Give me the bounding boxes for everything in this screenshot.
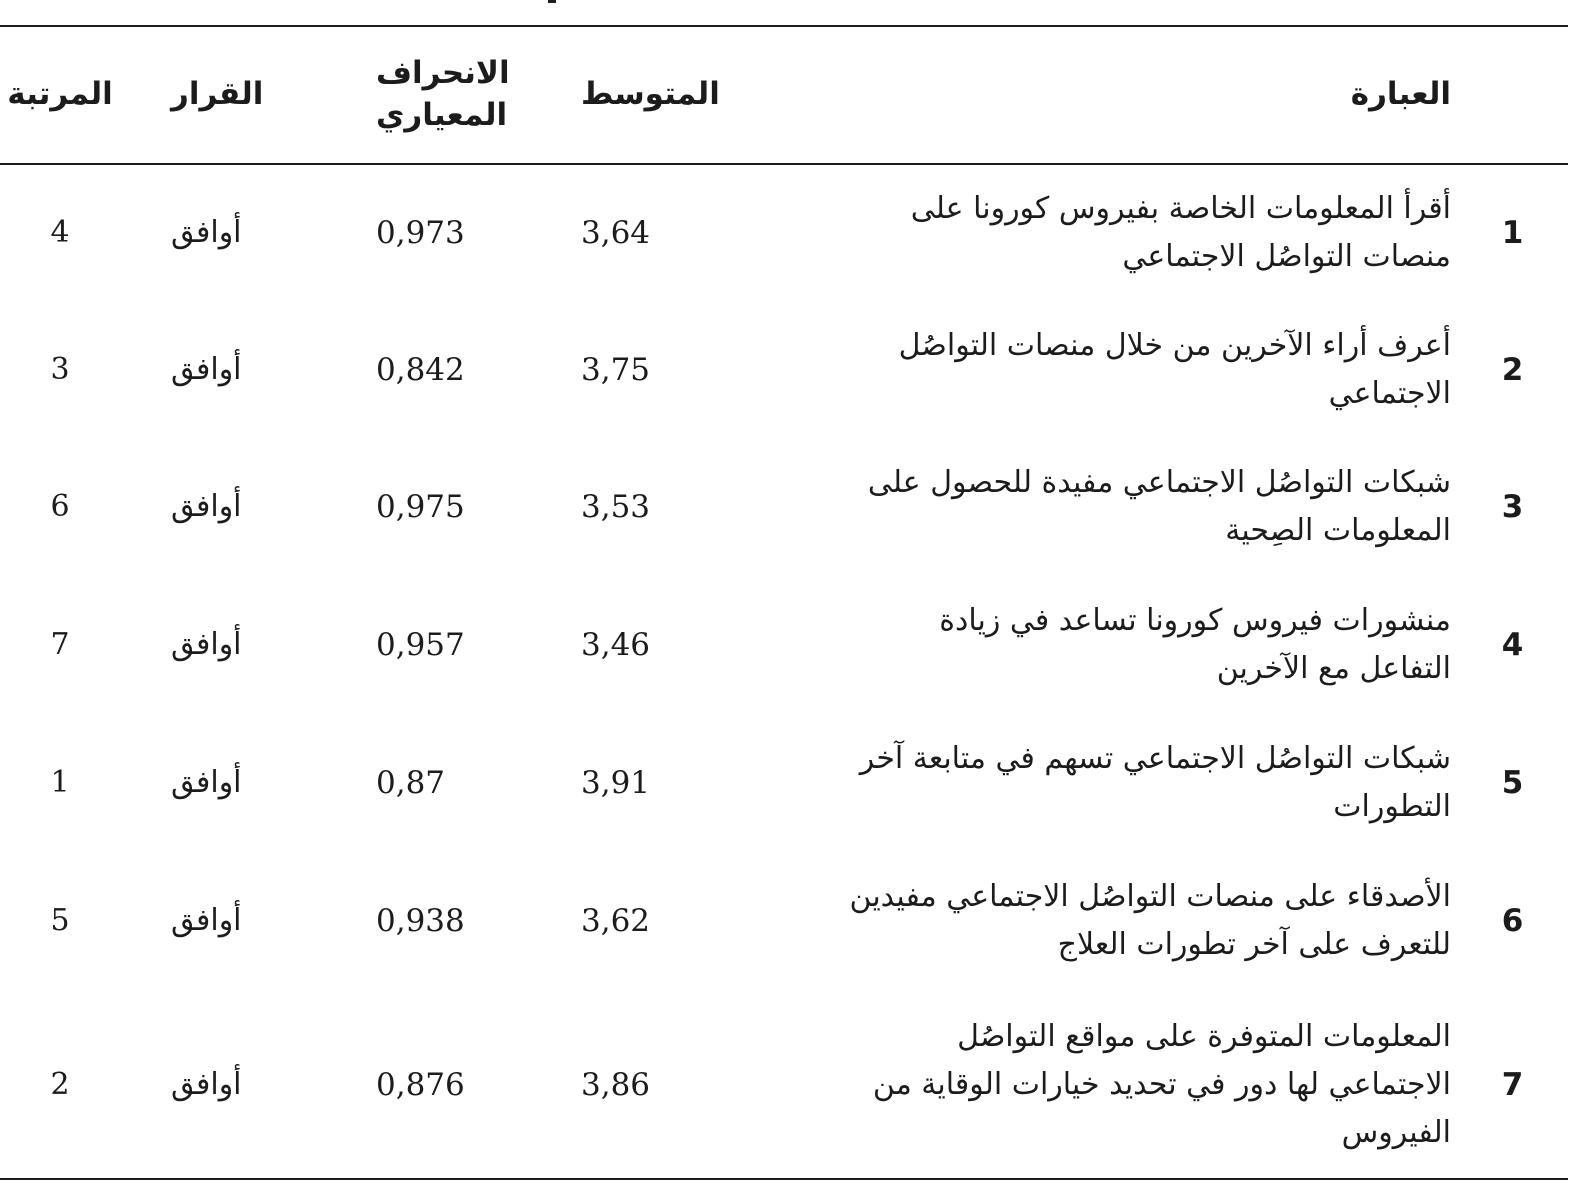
- row-std-dev: 0,938: [376, 903, 465, 939]
- row-mean: 3,91: [581, 764, 651, 801]
- row-statement: شبكات التواصُل الاجتماعي تسهم في متابعة آخر التطورات: [859, 740, 1451, 824]
- statistics-table: [0, 25, 1568, 1180]
- header-statement: العبارة: [1350, 76, 1451, 113]
- table-row: [0, 301, 1568, 438]
- table-body: [0, 164, 1568, 1179]
- table-row: [0, 438, 1568, 576]
- row-number-value: 3: [1501, 489, 1524, 525]
- row-statement: المعلومات المتوفرة على مواقع التواصُل الاجتماعي لها دور في تحديد خيارات الوقاية من الفيروس: [872, 1018, 1451, 1150]
- row-number-value: 1: [1501, 215, 1524, 251]
- row-rank: [0, 714, 171, 851]
- header-mean: المتوسط: [581, 76, 720, 113]
- row-rank-value: 7: [50, 627, 70, 662]
- row-rank-value: 4: [50, 215, 70, 250]
- row-rank: [0, 164, 171, 301]
- row-number: [1451, 438, 1568, 576]
- table-header: [0, 26, 1568, 164]
- row-statement: الأصدقاء على منصات التواصُل الاجتماعي مفيدين للتعرف على آخر تطورات العلاج: [849, 879, 1451, 962]
- row-rank-value: 2: [50, 1066, 70, 1102]
- row-mean: 3,64: [581, 215, 651, 251]
- row-statement: شبكات التواصُل الاجتماعي مفيدة للحصول على المعلومات الصِحية: [867, 465, 1451, 548]
- top-edge-mark: [548, 0, 556, 3]
- table-row: [0, 991, 1568, 1179]
- row-decision: أوافق: [171, 351, 242, 387]
- row-rank-value: 5: [50, 903, 70, 938]
- row-rank: [0, 576, 171, 714]
- row-number-value: 4: [1501, 627, 1524, 663]
- row-rank-value: 3: [50, 351, 70, 387]
- row-number: [1451, 164, 1568, 301]
- row-number: [1451, 301, 1568, 438]
- header-row: [0, 26, 1568, 164]
- row-number: [1451, 576, 1568, 714]
- row-number-value: 2: [1501, 351, 1524, 388]
- row-number-value: 6: [1501, 903, 1524, 939]
- row-number-value: 7: [1501, 1066, 1524, 1103]
- header-rank: [0, 26, 171, 164]
- row-rank: [0, 438, 171, 576]
- row-statement: منشورات فيروس كورونا تساعد في زيادة التفاعل مع الآخرين: [939, 603, 1451, 686]
- row-rank: [0, 991, 171, 1179]
- row-std-dev: 0,876: [376, 1066, 465, 1103]
- header-decision: القرار: [171, 76, 264, 113]
- table-row: [0, 164, 1568, 301]
- header-std-dev: الانحراف المعياري: [376, 55, 510, 133]
- row-number-value: 5: [1501, 764, 1524, 801]
- row-mean: 3,86: [581, 1066, 651, 1103]
- row-number: [1451, 851, 1568, 991]
- row-decision: أوافق: [171, 903, 242, 938]
- table-row: [0, 576, 1568, 714]
- header-rank-label: المرتبة: [7, 76, 113, 113]
- row-std-dev: 0,973: [376, 215, 465, 251]
- row-mean: 3,75: [581, 351, 651, 388]
- row-statement: أعرف أراء الآخرين من خلال منصات التواصُل الاجتماعي: [898, 327, 1451, 411]
- row-mean: 3,62: [581, 903, 651, 939]
- row-decision: أوافق: [171, 215, 242, 250]
- row-decision: أوافق: [171, 489, 242, 524]
- table-row: [0, 714, 1568, 851]
- row-decision: أوافق: [171, 1066, 242, 1102]
- row-number: [1451, 991, 1568, 1179]
- row-rank-value: 6: [50, 489, 70, 524]
- row-rank: [0, 301, 171, 438]
- row-mean: 3,53: [581, 489, 651, 525]
- row-rank-value: 1: [50, 764, 70, 800]
- row-std-dev: 0,975: [376, 489, 465, 525]
- header-number: [1451, 26, 1568, 164]
- row-decision: أوافق: [171, 627, 242, 662]
- row-statement: أقرأ المعلومات الخاصة بفيروس كورونا على منصات التواصُل الاجتماعي: [910, 191, 1451, 274]
- row-std-dev: 0,87: [376, 764, 446, 801]
- row-decision: أوافق: [171, 764, 242, 800]
- row-std-dev: 0,957: [376, 627, 465, 663]
- row-mean: 3,46: [581, 627, 651, 663]
- row-std-dev: 0,842: [376, 351, 465, 388]
- row-number: [1451, 714, 1568, 851]
- row-rank: [0, 851, 171, 991]
- table-row: [0, 851, 1568, 991]
